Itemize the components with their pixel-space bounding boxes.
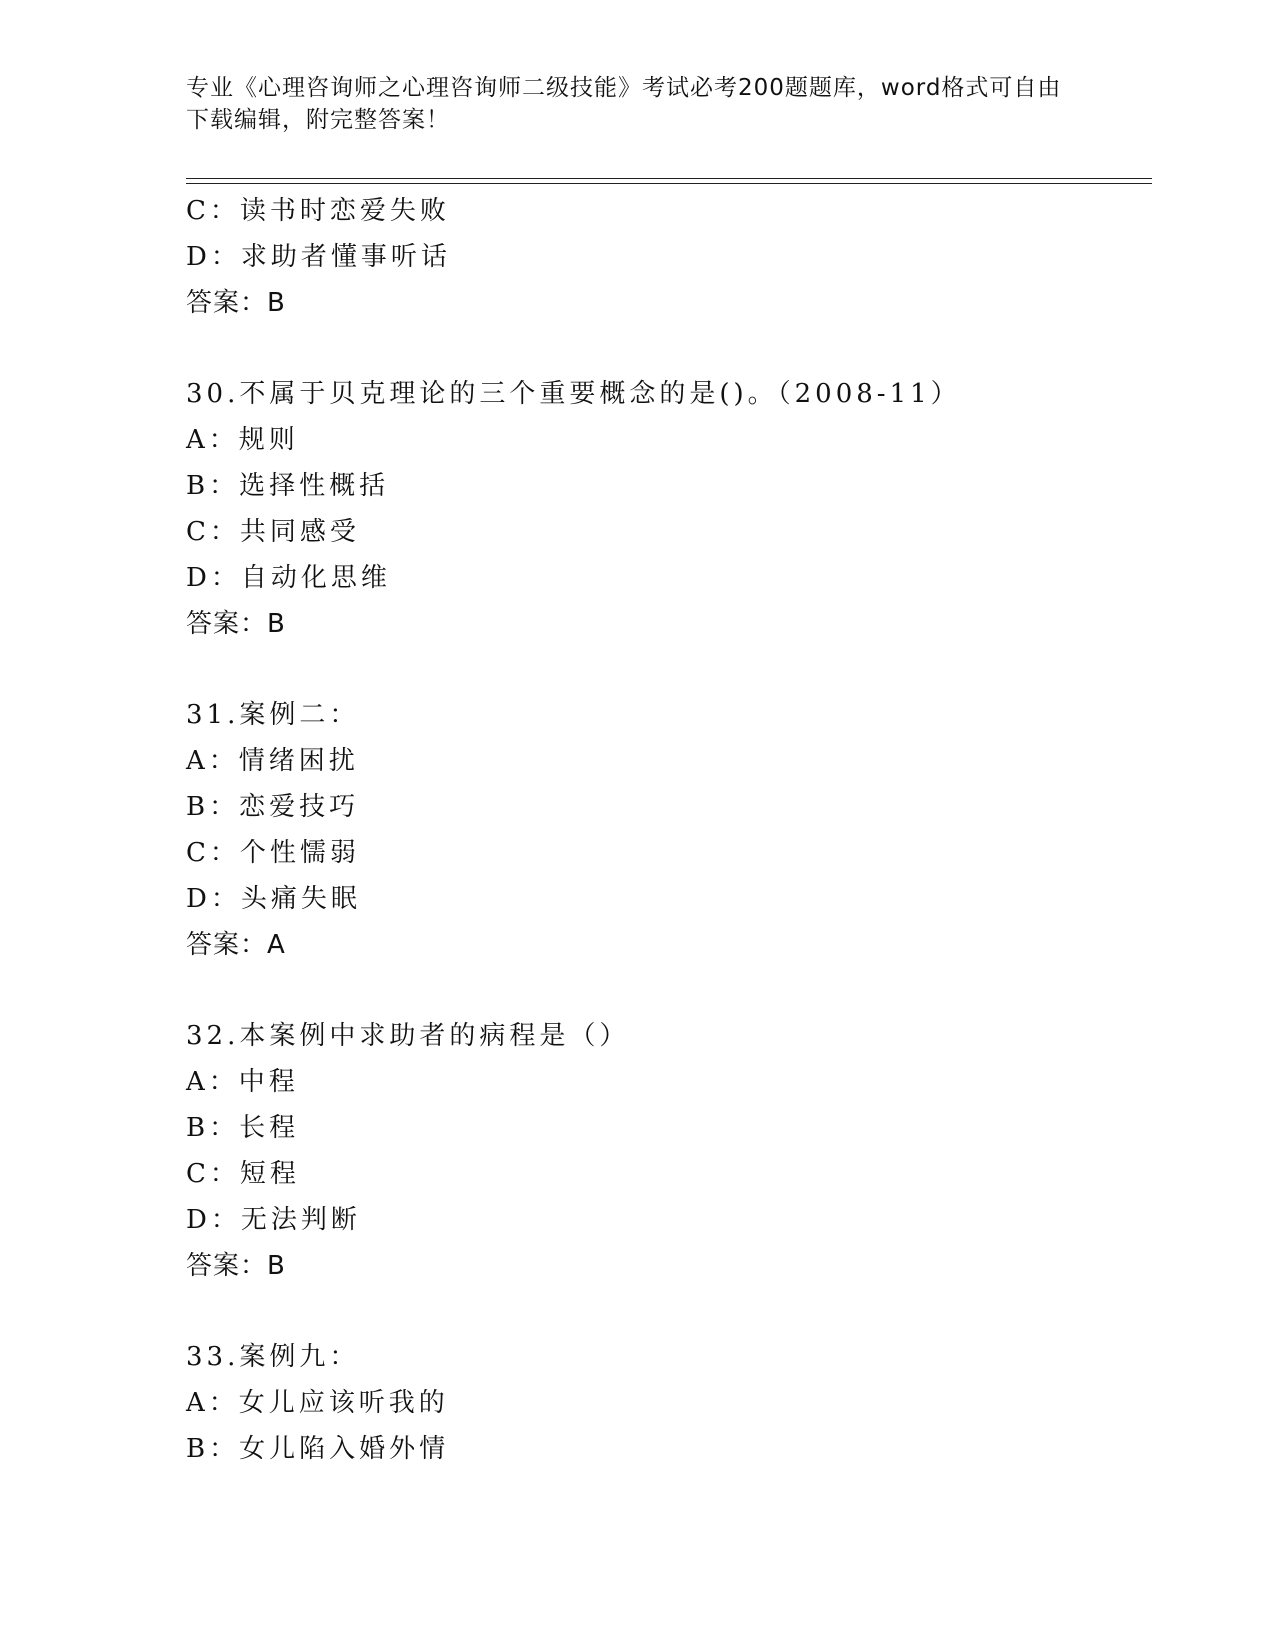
option-a: A：中程 <box>186 1067 299 1097</box>
question-stem: 33.案例九： <box>186 1342 360 1372</box>
option-b: B：恋爱技巧 <box>186 792 360 822</box>
question-list <box>186 188 1146 1472</box>
option-a: A：规则 <box>186 425 299 455</box>
option-d: D：求助者懂事听话 <box>186 242 451 272</box>
question-stem: 30.不属于贝克理论的三个重要概念的是()。（2008-11） <box>186 379 961 409</box>
option-c: C：个性懦弱 <box>186 838 360 868</box>
option-c: C：共同感受 <box>186 517 360 547</box>
header-divider-top <box>186 178 1152 179</box>
option-b: B：女儿陷入婚外情 <box>186 1434 450 1464</box>
option-b: B：长程 <box>186 1113 300 1143</box>
answer-line: 答案：B <box>186 609 286 639</box>
option-b: B：选择性概括 <box>186 471 390 501</box>
question-stem: 31.案例二： <box>186 700 360 730</box>
header-divider-bottom <box>186 183 1152 184</box>
option-c: C：读书时恋爱失败 <box>186 196 450 226</box>
option-d: D：自动化思维 <box>186 563 391 593</box>
answer-line: 答案：A <box>186 930 286 960</box>
answer-line: 答案：B <box>186 1251 286 1281</box>
answer-line: 答案：B <box>186 288 286 318</box>
option-d: D：无法判断 <box>186 1205 361 1235</box>
option-a: A：女儿应该听我的 <box>186 1388 449 1418</box>
option-d: D：头痛失眠 <box>186 884 361 914</box>
option-c: C：短程 <box>186 1159 300 1189</box>
question-stem: 32.本案例中求助者的病程是（） <box>186 1021 630 1051</box>
option-a: A：情绪困扰 <box>186 746 359 776</box>
document-intro: 专业《心理咨询师之心理咨询师二级技能》考试必考200题题库，word格式可自由下载编辑，附完整答案！ <box>186 75 1062 133</box>
